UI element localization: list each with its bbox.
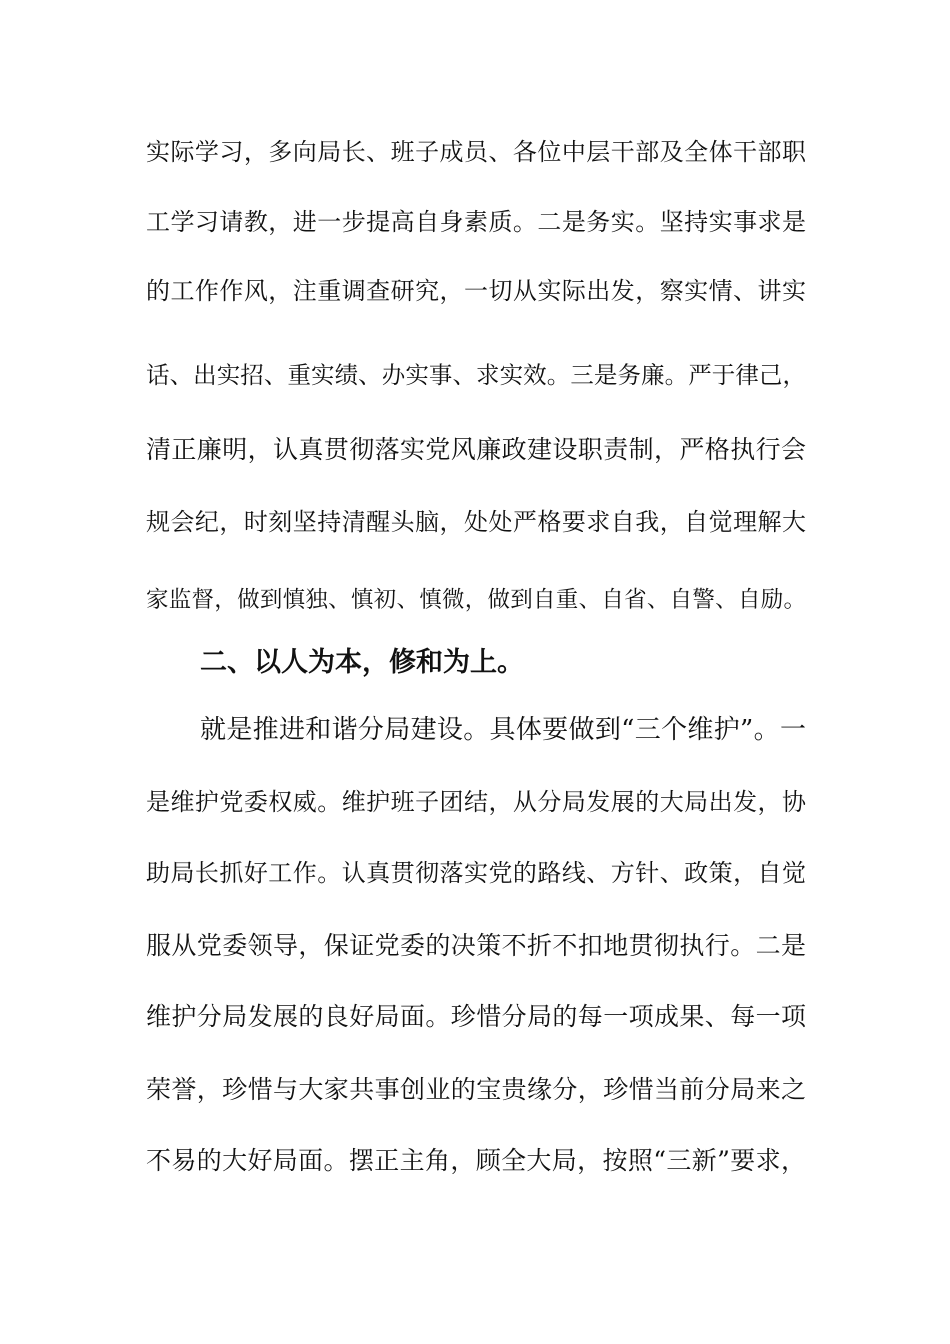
paragraph-line: 话、出实招、重实绩、办实事、求实效。三是务廉。严于律己， xyxy=(146,361,806,389)
paragraph-line: 荣誉，珍惜与大家共事创业的宝贵缘分，珍惜当前分局来之 xyxy=(146,1075,806,1104)
paragraph-line: 的工作作风，注重调查研究，一切从实际出发，察实情、讲实 xyxy=(146,277,806,305)
paragraph-line: 规会纪，时刻坚持清醒头脑，处处严格要求自我，自觉理解大 xyxy=(146,508,806,536)
paragraph-line: 实际学习，多向局长、班子成员、各位中层干部及全体干部职 xyxy=(146,138,806,166)
paragraph-line: 家监督，做到慎独、慎初、慎微，做到自重、自省、自警、自励。 xyxy=(146,587,806,613)
paragraph-line: 不易的大好局面。摆正主角，顾全大局，按照“三新”要求， xyxy=(146,1146,806,1175)
paragraph-line: 服从党委领导，保证党委的决策不折不扣地贯彻执行。二是 xyxy=(146,931,806,960)
paragraph-line: 维护分局发展的良好局面。珍惜分局的每一项成果、每一项 xyxy=(146,1002,806,1031)
paragraph-line: 清正廉明，认真贯彻落实党风廉政建设职责制，严格执行会 xyxy=(146,435,806,464)
section-heading: 二、以人为本，修和为上。 xyxy=(200,647,524,678)
paragraph-line: 助局长抓好工作。认真贯彻落实党的路线、方针、政策，自觉 xyxy=(146,859,806,887)
paragraph-line: 工学习请教，进一步提高自身素质。二是务实。坚持实事求是 xyxy=(146,208,806,236)
paragraph-line: 是维护党委权威。维护班子团结，从分局发展的大局出发，协 xyxy=(146,788,806,816)
paragraph-line: 就是推进和谐分局建设。具体要做到“三个维护”。一 xyxy=(200,715,806,745)
